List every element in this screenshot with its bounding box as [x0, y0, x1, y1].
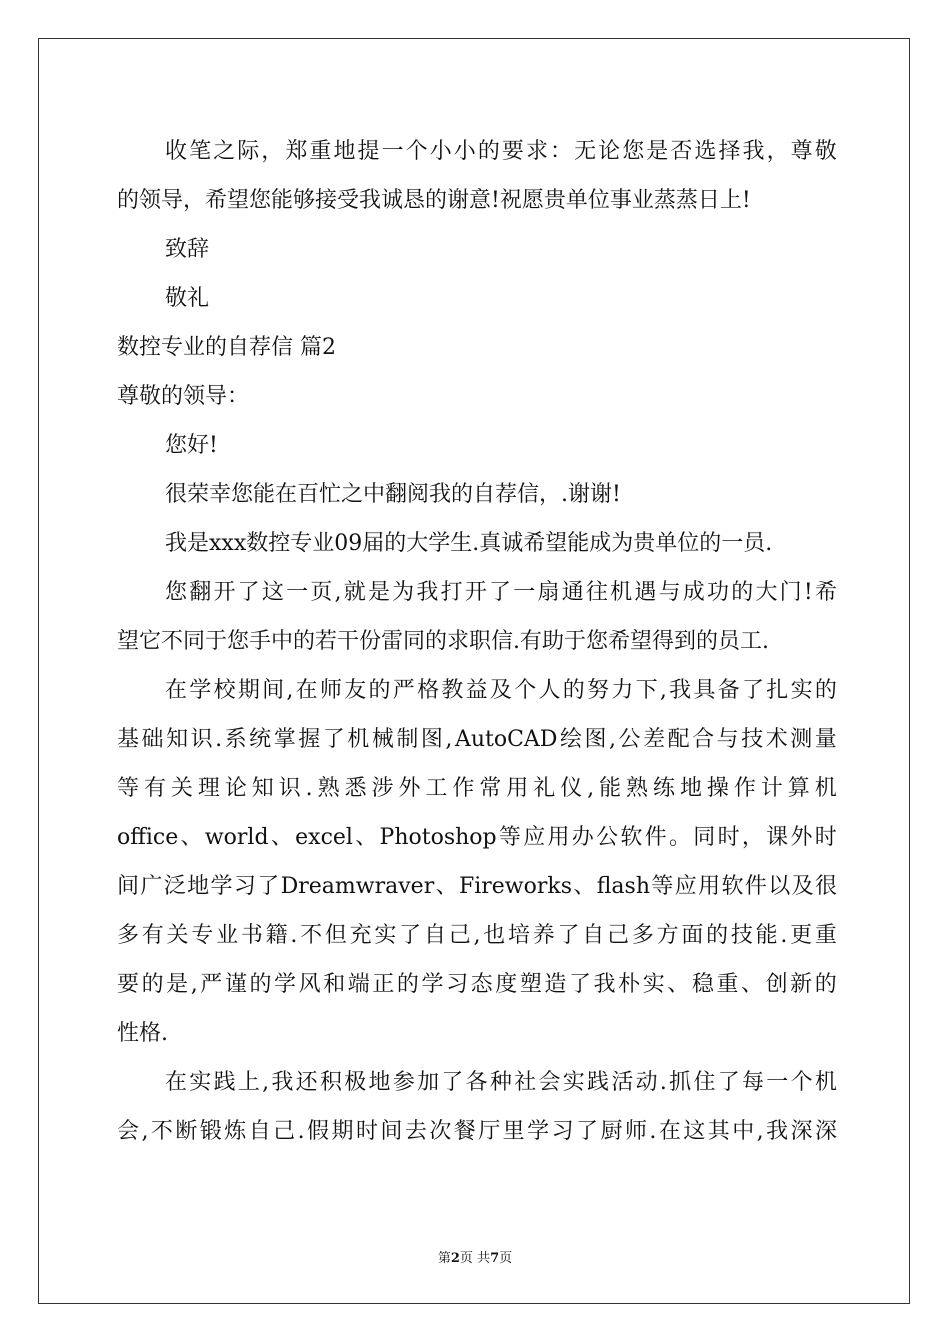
page-footer: [0, 1247, 950, 1266]
text-line: 致辞: [165, 237, 210, 262]
text-line: 很荣幸您能在百忙之中翻阅我的自荐信，.谢谢!: [165, 482, 621, 507]
text-line: 在 学 校 期 间 , 在 师 友 的 严 格 教 益 及 个 人 的 努 力 下 , 我 具 备 了 扎 实 的: [165, 678, 837, 703]
text-line: 敬礼: [165, 286, 210, 311]
footer-total-pages: 7: [490, 1251, 500, 1266]
footer-current-page: 2: [450, 1251, 460, 1266]
text-line: 的领导，希望您能够接受我诚恳的谢意!祝愿贵单位事业蒸蒸日上!: [117, 188, 751, 213]
text-line: 性格.: [117, 1021, 168, 1046]
text-line: 数控专业的自荐信 篇2: [117, 335, 336, 360]
text-line: 我是xxx数控专业09届的大学生.真诚希望能成为贵单位的一员.: [165, 531, 773, 556]
text-line: office 、 world 、 excel 、 Photoshop 等 应 用 办 公 软 件 。 同 时 ， 课 外 时: [117, 825, 837, 850]
text-line: 在 实 践 上 , 我 还 积 极 地 参 加 了 各 种 社 会 实 践 活 动 . 抓 住 了 每 一 个 机: [165, 1070, 837, 1095]
text-line: 要 的 是 , 严 谨 的 学 风 和 端 正 的 学 习 态 度 塑 造 了 我 朴 实 、 稳 重 、 创 新 的: [117, 972, 837, 997]
text-line: 会 , 不 断 锻 炼 自 己 . 假 期 时 间 去 次 餐 厅 里 学 习 了 厨 师 . 在 这 其 中 , 我 深 深: [117, 1119, 837, 1144]
footer-mid: 页 共: [459, 1251, 491, 1266]
text-line: 多 有 关 专 业 书 籍 . 不 但 充 实 了 自 己 , 也 培 养 了 自 己 多 方 面 的 技 能 . 更 重: [117, 923, 837, 948]
text-line: 等 有 关 理 论 知 识 . 熟 悉 涉 外 工 作 常 用 礼 仪 , 能 熟 练 地 操 作 计 算 机: [117, 776, 837, 801]
text-line: 尊敬的领导：: [117, 384, 250, 409]
text-line: 您 翻 开 了 这 一 页 , 就 是 为 我 打 开 了 一 扇 通 往 机 遇 与 成 功 的 大 门 ! 希: [165, 580, 837, 605]
footer-prefix: 第: [437, 1251, 451, 1266]
footer-suffix: 页: [499, 1251, 513, 1266]
text-line: 望它不同于您手中的若干份雷同的求职信.有助于您希望得到的员工.: [117, 629, 769, 654]
document-body: [117, 127, 837, 1156]
text-line: 基 础 知 识 . 系 统 掌 握 了 机 械 制 图 , AutoCAD 绘 图 , 公 差 配 合 与 技 术 测 量: [117, 727, 837, 752]
text-line: 收 笔 之 际 ， 郑 重 地 提 一 个 小 小 的 要 求 ： 无 论 您 是 否 选 择 我 ， 尊 敬: [165, 139, 837, 164]
text-line: 间 广 泛 地 学 习 了 Dreamwraver 、 Fireworks 、 flash 等 应 用 软 件 以 及 很: [117, 874, 837, 899]
text-line: 您好!: [165, 433, 218, 458]
